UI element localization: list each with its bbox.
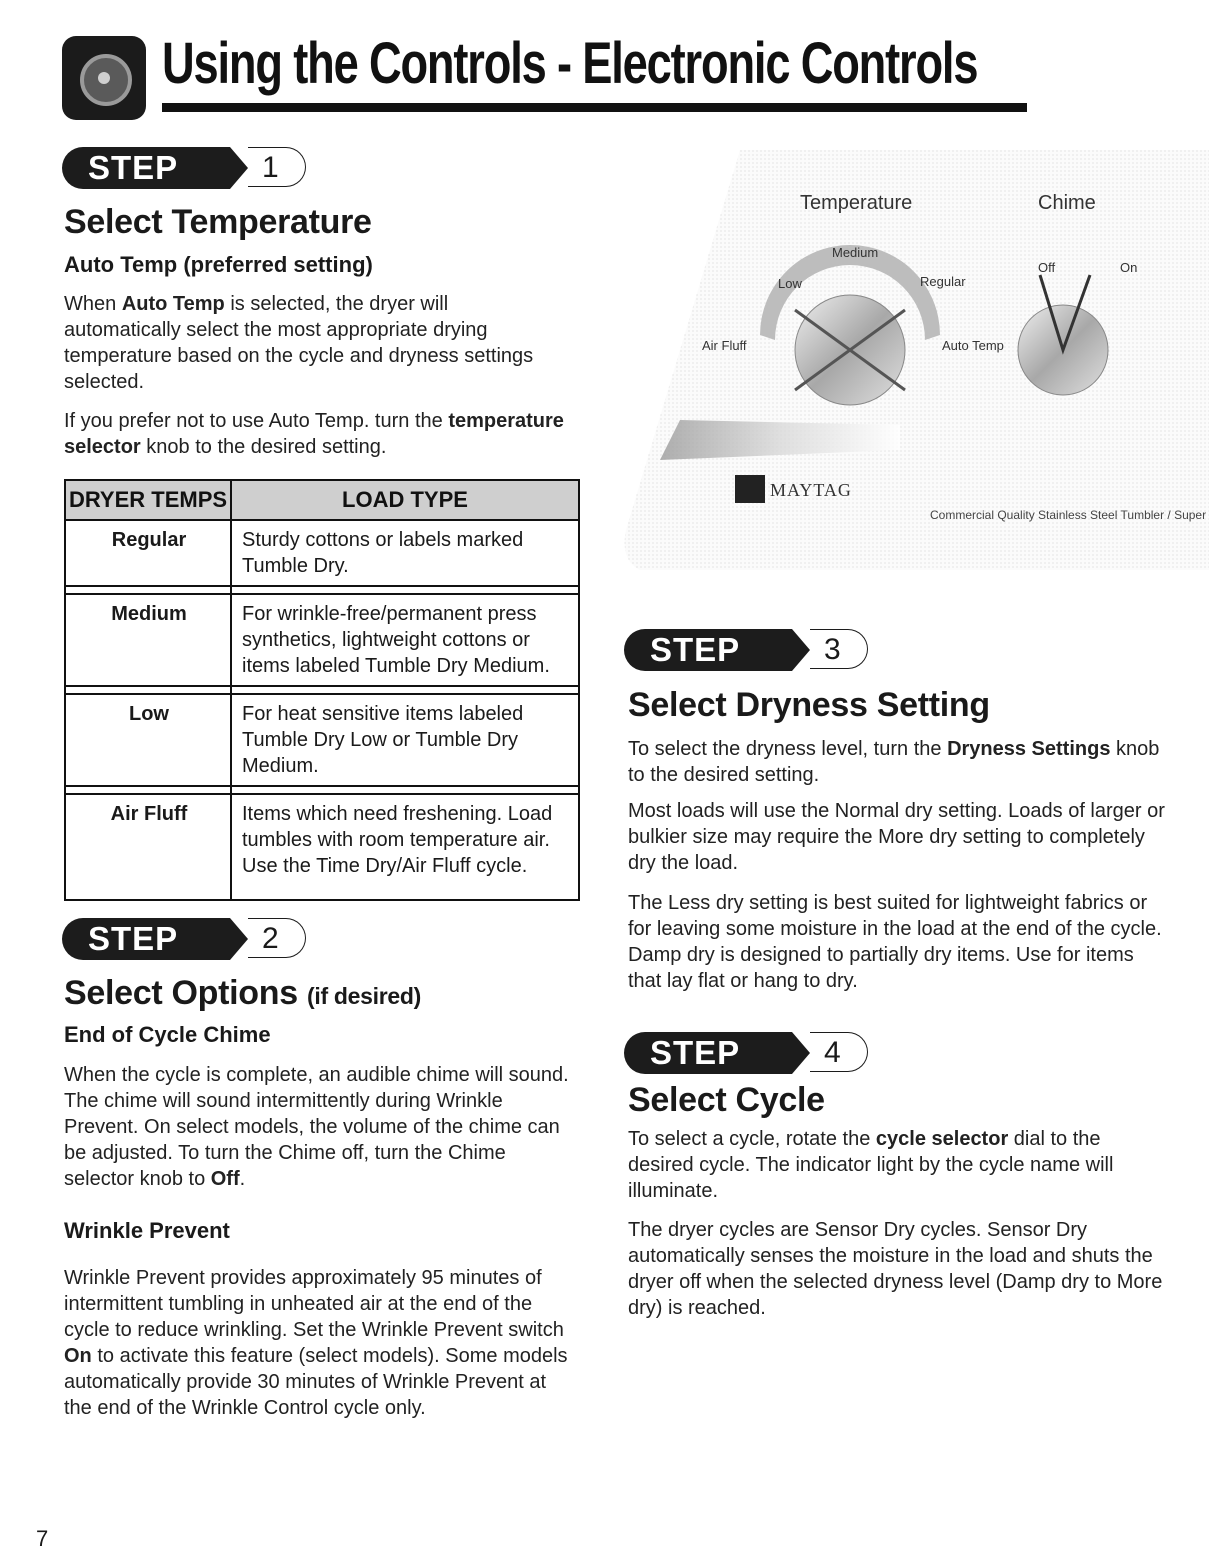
table-header-load: LOAD TYPE <box>231 480 579 520</box>
page-title: Using the Controls - Electronic Controls <box>162 31 978 96</box>
less-dry-paragraph: The Less dry setting is best suited for lightweight fabrics or for leaving some moisture in the load at the end of the cycle. Damp dry is designed to partially dry items. Use for items that lay flat or hang to dry. <box>628 892 1162 992</box>
wrinkle-prevent-paragraph: Wrinkle Prevent provides approximately 95 minutes of intermittent tumbling in unheated air at the end of the cycle to reduce wrinkling. Set the Wrinkle Prevent switch On to activate this feature (select models). Some models automatically provide 30 minutes of Wrinkle Prevent at the end of the Wrinkle Control cycle only. <box>64 1267 568 1419</box>
auto-temp-label: Auto Temp <box>942 338 1004 353</box>
cycle-selector-paragraph: To select a cycle, rotate the cycle selector dial to the desired cycle. The indicator light by the cycle name will illuminate. <box>628 1128 1114 1202</box>
regular-label: Regular <box>920 274 966 289</box>
table-row: Air Fluff Items which need freshening. Load tumbles with room temperature air. Use the Time Dry/Air Fluff cycle. <box>65 794 579 900</box>
step-3-badge: STEP 3 <box>624 629 874 671</box>
step-1-subheading: Auto Temp (preferred setting) <box>64 252 373 277</box>
step-1-badge: STEP 1 <box>62 147 312 189</box>
chime-on-label: On <box>1120 260 1138 275</box>
temp-selector-paragraph: If you prefer not to use Auto Temp. turn the temperature selector knob to the desired setting. <box>64 410 564 458</box>
step-3-heading: Select Dryness Setting <box>628 686 990 724</box>
step-4-badge: STEP 4 <box>624 1032 874 1074</box>
table-row: Low For heat sensitive items labeled Tumble Dry Low or Tumble Dry Medium. <box>65 694 579 786</box>
chime-off-label: Off <box>1038 260 1056 275</box>
control-panel-image <box>620 150 1209 570</box>
step-1-heading: Select Temperature <box>64 203 372 241</box>
chime-label: Chime <box>1038 192 1096 214</box>
auto-temp-paragraph: When Auto Temp is selected, the dryer will automatically select the most appropriate drying temperature based on the cycle and dryness settings selected. <box>64 293 534 393</box>
step-4-heading: Select Cycle <box>628 1081 825 1119</box>
dryness-knob-paragraph: To select the dryness level, turn the Dryness Settings knob to the desired setting. <box>628 738 1160 786</box>
step-2-badge: STEP 2 <box>62 918 312 960</box>
table-header-temps: DRYER TEMPS <box>65 480 231 520</box>
temperature-label: Temperature <box>800 192 913 214</box>
chime-paragraph: When the cycle is complete, an audible chime will sound. The chime will sound intermittently during Wrinkle Prevent. On select models, the volume of the chime can be adjusted. To turn the Chime off, turn the Chime selector knob to Off. <box>64 1064 569 1190</box>
page-number: 7 <box>36 1526 49 1551</box>
normal-dry-paragraph: Most loads will use the Normal dry setting. Loads of larger or bulkier size may require the More dry setting to completely dry the load. <box>628 800 1165 874</box>
dial-icon <box>62 36 146 120</box>
medium-label: Medium <box>832 245 879 260</box>
low-label: Low <box>778 276 802 291</box>
air-fluff-label: Air Fluff <box>702 338 747 353</box>
sensor-dry-paragraph: The dryer cycles are Sensor Dry cycles. Sensor Dry automatically senses the moisture in the load and shuts the dryer off when the selected dryness level (Damp dry to More dry) is reached. <box>628 1219 1163 1319</box>
maytag-logo: MAYTAG <box>770 480 852 500</box>
wrinkle-prevent-subheading: Wrinkle Prevent <box>64 1218 230 1243</box>
panel-tagline: Commercial Quality Stainless Steel Tumbler / Super <box>930 508 1207 522</box>
step-2-heading: Select Options (if desired) <box>64 974 421 1012</box>
table-row: Regular Sturdy cottons or labels marked Tumble Dry. <box>65 520 579 586</box>
title-underline <box>162 103 1027 112</box>
chime-subheading: End of Cycle Chime <box>64 1022 271 1047</box>
dryer-temps-table <box>64 479 580 901</box>
table-row: Medium For wrinkle-free/permanent press synthetics, lightweight cottons or items labeled Tumble Dry Medium. <box>65 594 579 686</box>
